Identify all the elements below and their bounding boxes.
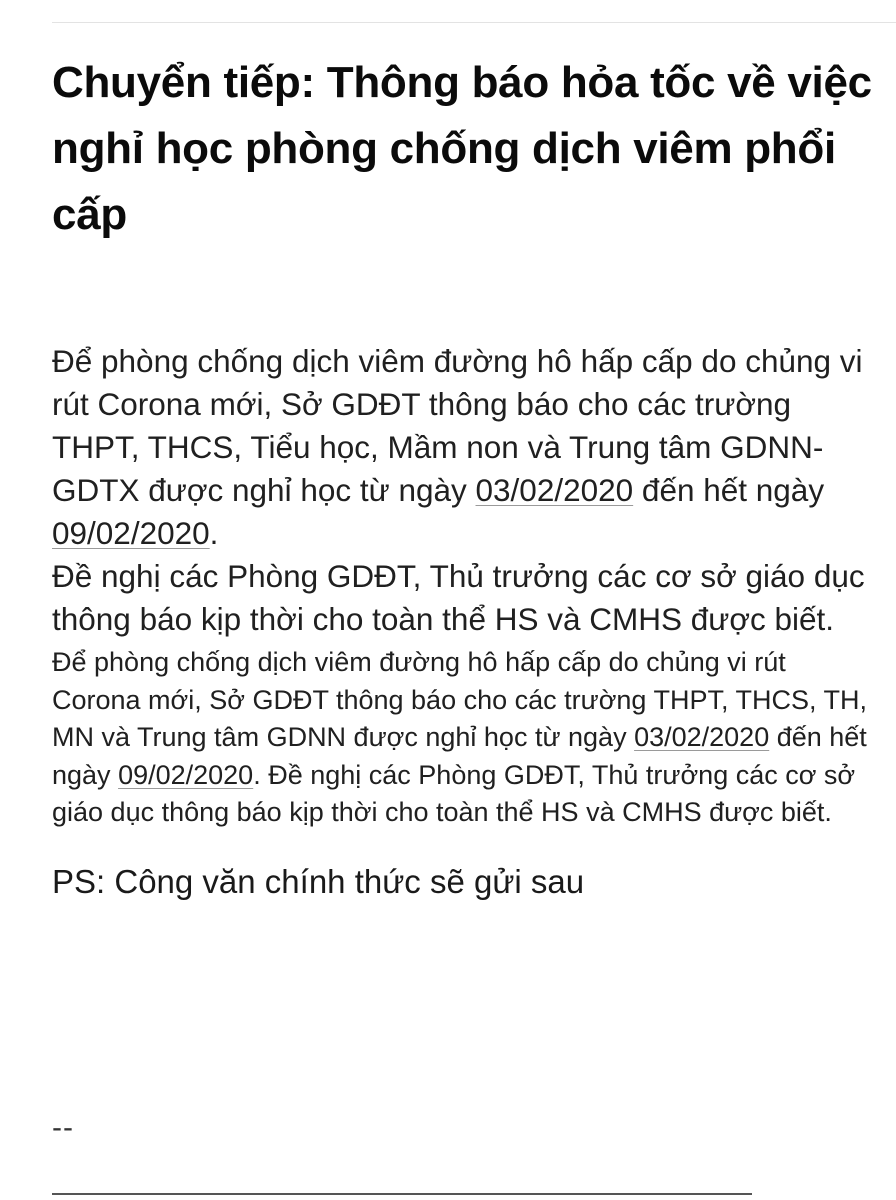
- email-body: [52, 340, 867, 904]
- date-link-end[interactable]: 09/02/2020: [52, 515, 210, 551]
- body-text: Để phòng chống dịch viêm đường hô hấp cấp do chủng vi rút Corona mới, Sở GDĐT thông báo cho các trường THPT, THCS, Tiểu học, Mầm non và Trung tâm GDNN-GDTX được nghỉ học từ ngày: [52, 343, 863, 508]
- body-paragraph-3: [52, 644, 867, 832]
- date-link-end[interactable]: 09/02/2020: [118, 759, 254, 790]
- body-paragraph-2: Đề nghị các Phòng GDĐT, Thủ trưởng các cơ sở giáo dục thông báo kịp thời cho toàn thể HS và CMHS được biết.: [52, 558, 865, 637]
- postscript: PS: Công văn chính thức sẽ gửi sau: [52, 862, 585, 900]
- email-subject: Chuyển tiếp: Thông báo hỏa tốc về việc nghỉ học phòng chống dịch viêm phổi cấp: [52, 58, 872, 239]
- body-paragraph-1: [52, 340, 867, 555]
- body-text: .: [209, 515, 219, 551]
- body-text: Để phòng chống dịch viêm đường hô hấp cấp do chủng vi rút Corona mới, Sở GDĐT thông báo cho các trường THPT, THCS, TH, MN và Trung tâm GDNN được nghỉ học từ ngày: [52, 647, 867, 752]
- date-link-start[interactable]: 03/02/2020: [475, 472, 634, 508]
- header-divider: [52, 22, 896, 23]
- body-text: . Đề nghị các Phòng GDĐT, Thủ trưởng các cơ sở giáo dục thông báo kịp thời cho toàn thể HS và CMHS được biết.: [52, 759, 856, 827]
- body-text: đến hết ngày: [633, 472, 825, 508]
- signature-rule: [52, 1193, 752, 1195]
- signature-separator: --: [52, 1111, 74, 1144]
- date-link-start[interactable]: 03/02/2020: [634, 722, 770, 752]
- body-text: đến hết ngày: [52, 722, 867, 790]
